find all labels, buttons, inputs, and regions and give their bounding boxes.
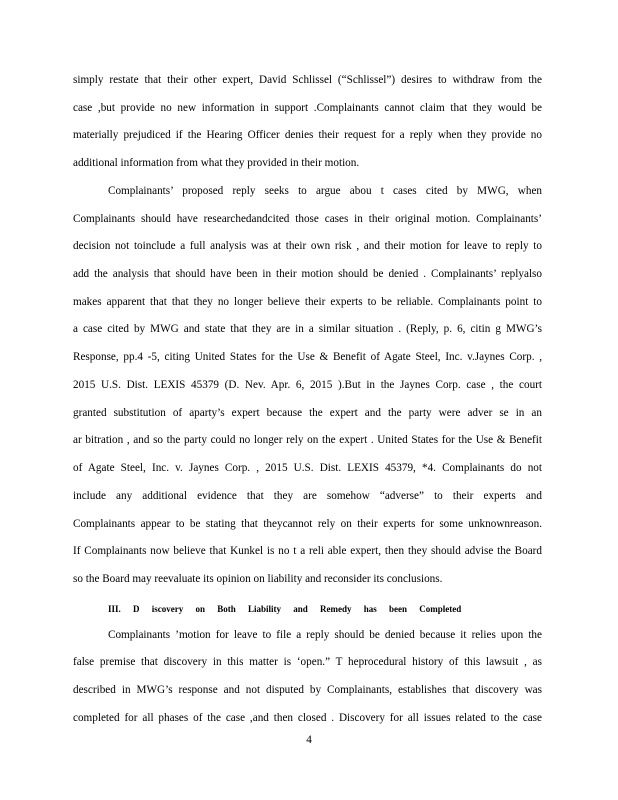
- body-line: so the Board may reevaluate its opinion on liability and reconsider its conclusions.: [73, 573, 443, 585]
- body-line: makes apparent that that they no longer believe their experts to be reliable. Complainants point to: [73, 296, 542, 308]
- body-line: additional information from what they provided in their motion.: [73, 157, 360, 169]
- body-line: of Agate Steel, Inc. v. Jaynes Corp. , 2015 U.S. Dist. LEXIS 45379, *4. Complainants do not: [73, 462, 542, 474]
- body-line: false premise that discovery in this matter is ‘open.” T heprocedural history of this lawsuit , as: [73, 656, 542, 668]
- page-number: 4: [306, 734, 312, 746]
- body-line: materially prejudiced if the Hearing Officer denies their request for a reply when they provide no: [73, 129, 542, 141]
- body-line: decision not toinclude a full analysis was at their own risk , and their motion for leave to reply to: [73, 240, 542, 252]
- body-line: Complainants ’motion for leave to file a reply should be denied because it relies upon the: [108, 629, 542, 641]
- body-line: described in MWG’s response and not disputed by Complainants, establishes that discovery was: [73, 684, 542, 696]
- body-line: completed for all phases of the case ,and then closed . Discovery for all issues related to the case: [73, 712, 542, 724]
- body-line: include any additional evidence that they are somehow “adverse” to their experts and: [73, 490, 542, 502]
- body-line: If Complainants now believe that Kunkel is no t a reli able expert, then they should advise the Board: [73, 545, 542, 557]
- section-heading: III. D iscovery on Both Liability and Remedy has been Completed: [108, 604, 462, 614]
- body-line: a case cited by MWG and state that they are in a similar situation . (Reply, p. 6, citin g MWG’s: [73, 323, 542, 335]
- body-line: Complainants’ proposed reply seeks to argue abou t cases cited by MWG, when: [108, 185, 542, 197]
- body-line: add the analysis that should have been in their motion should be denied . Complainants’ replyalso: [73, 268, 542, 280]
- body-line: case ,but provide no new information in support .Complainants cannot claim that they would be: [73, 102, 542, 114]
- body-line: Complainants should have researchedandcited those cases in their original motion. Complainants’: [73, 213, 542, 225]
- body-line: simply restate that their other expert, David Schlissel (“Schlissel”) desires to withdraw from the: [73, 74, 542, 86]
- body-line: Complainants appear to be stating that theycannot rely on their experts for some unknownreason.: [73, 518, 542, 530]
- body-line: 2015 U.S. Dist. LEXIS 45379 (D. Nev. Apr. 6, 2015 ).But in the Jaynes Corp. case , the court: [73, 379, 542, 391]
- body-line: ar bitration , and so the party could no longer rely on the expert . United States for the Use & Benefit: [73, 434, 542, 446]
- body-line: granted substitution of aparty’s expert because the expert and the party were adver se in an: [73, 407, 542, 419]
- body-line: Response, pp.4 -5, citing United States for the Use & Benefit of Agate Steel, Inc. v.Jaynes Corp. ,: [73, 351, 542, 363]
